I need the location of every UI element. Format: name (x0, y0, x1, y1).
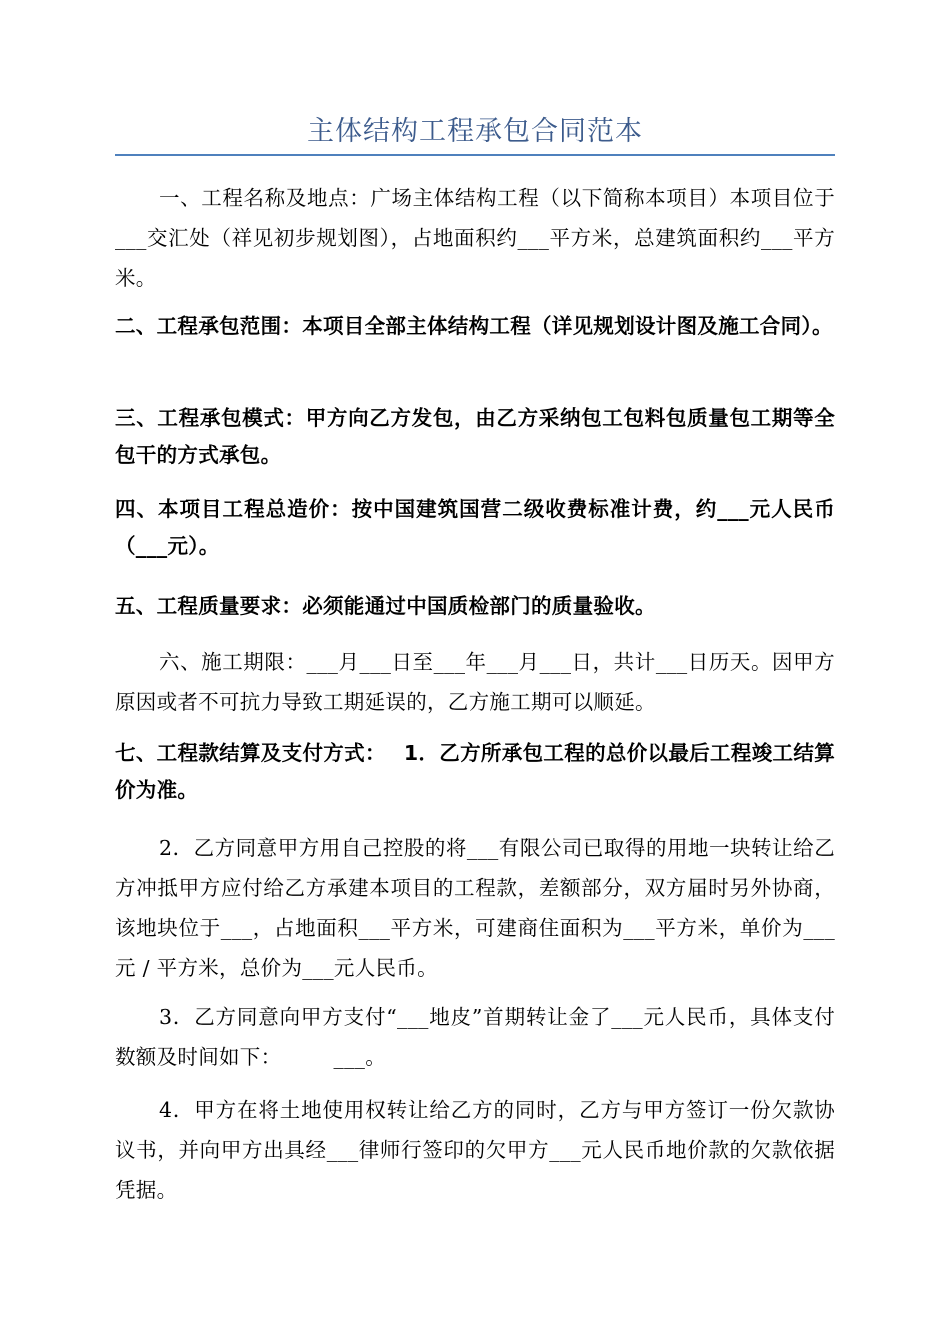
paragraph-10: 4．甲方在将土地使用权转让给乙方的同时，乙方与甲方签订一份欠款协议书，并向甲方出具经___律师行签印的欠甲方___元人民币地价款的欠款依据凭据。 (115, 1098, 835, 1202)
document-title: 主体结构工程承包合同范本 (307, 116, 643, 147)
paragraph-3: 三、工程承包模式：甲方向乙方发包，由乙方采纳包工包料包质量包工期等全包干的方式承包。 (115, 406, 835, 467)
paragraph-8: 2．乙方同意甲方用自己控股的将___有限公司已取得的用地一块转让给乙方冲抵甲方应付给乙方承建本项目的工程款，差额部分，双方届时另外协商，该地块位于___，占地面积___平方米，可建商住面积为___平方米，单价为___元 / 平方米，总价为___元人民币。 (115, 836, 835, 980)
paragraph-1: 一、工程名称及地点：广场主体结构工程（以下简称本项目）本项目位于___交汇处（祥见初步规划图），占地面积约___平方米，总建筑面积约___平方米。 (115, 186, 835, 290)
paragraph-4: 四、本项目工程总造价：按中国建筑国营二级收费标准计费，约___元人民币（___元）。 (115, 497, 835, 558)
title-underline (115, 154, 835, 156)
paragraph-9: 3．乙方同意向甲方支付“___地皮”首期转让金了___元人民币，具体支付数额及时间如下： ___。 (115, 1005, 835, 1069)
paragraph-6: 六、施工期限：___月___日至___年___月___日，共计___日历天。因甲方原因或者不可抗力导致工期延误的，乙方施工期可以顺延。 (115, 650, 835, 714)
paragraph-5: 五、工程质量要求：必须能通过中国质检部门的质量验收。 (115, 594, 656, 618)
paragraph-7: 七、工程款结算及支付方式： 1．乙方所承包工程的总价以最后工程竣工结算价为准。 (115, 741, 835, 802)
paragraph-2: 二、工程承包范围：本项目全部主体结构工程（详见规划设计图及施工合同）。 (115, 314, 833, 338)
